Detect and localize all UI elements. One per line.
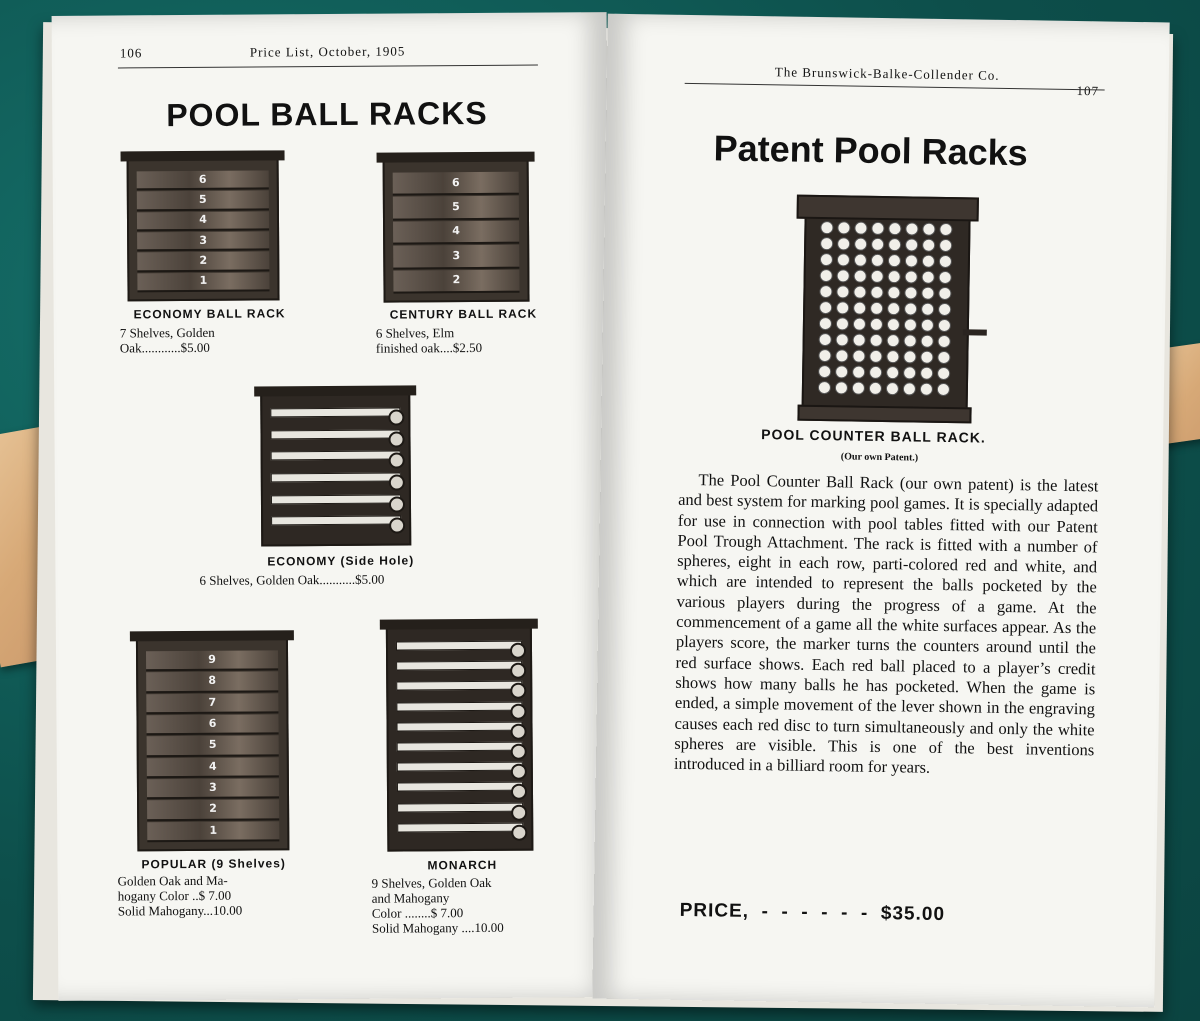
- counter-sphere: [920, 351, 933, 364]
- counter-sphere: [939, 271, 952, 284]
- rack-shelf: [146, 672, 278, 693]
- counter-sphere: [820, 253, 833, 266]
- page-title: Patent Pool Racks: [713, 127, 1029, 174]
- rack-shelf: [271, 494, 401, 504]
- counter-sphere: [854, 270, 867, 283]
- counter-sphere: [887, 286, 900, 299]
- product-caption: POOL COUNTER BALL RACK.: [761, 426, 987, 446]
- running-head: The Brunswick-Balke-Collender Co.: [774, 64, 1000, 83]
- monarch-rack-image: [386, 625, 534, 852]
- shelf-number: 4: [199, 213, 207, 227]
- side-hole: [511, 824, 527, 840]
- counter-sphere: [852, 350, 865, 363]
- counter-sphere: [820, 269, 833, 282]
- counter-sphere: [852, 366, 865, 379]
- counter-sphere: [937, 367, 950, 380]
- counter-sphere: [869, 366, 882, 379]
- counter-sphere: [939, 239, 952, 252]
- header-rule: [685, 83, 1105, 91]
- counter-sphere: [819, 317, 832, 330]
- century-ball-rack-image: [383, 158, 530, 303]
- item-caption: ECONOMY BALL RACK: [133, 306, 286, 322]
- pool-counter-ball-rack-image: [802, 205, 971, 412]
- shelf-number: 3: [209, 780, 217, 795]
- rack-shelf: [396, 641, 522, 651]
- side-hole: [389, 496, 405, 512]
- shelf-number: 3: [452, 248, 461, 263]
- counter-sphere: [837, 269, 850, 282]
- rack-shelf: [147, 800, 279, 821]
- counter-sphere: [905, 222, 918, 235]
- shelf-number: 6: [198, 172, 207, 186]
- rack-shelf: [137, 231, 269, 251]
- counter-sphere: [871, 238, 884, 251]
- side-hole: [389, 518, 405, 534]
- counter-sphere: [905, 270, 918, 283]
- rack-shelf: [270, 429, 400, 439]
- running-head: Price List, October, 1905: [249, 43, 406, 60]
- counter-sphere: [920, 383, 933, 396]
- counter-sphere: [835, 365, 848, 378]
- counter-sphere: [905, 238, 918, 251]
- side-hole: [510, 703, 526, 719]
- shelf-number: 4: [208, 759, 217, 773]
- counter-sphere: [854, 254, 867, 267]
- counter-sphere: [818, 365, 831, 378]
- rack-shelf: [147, 821, 279, 842]
- shelf-number: 2: [452, 273, 461, 287]
- shelf-number: 3: [199, 233, 208, 247]
- shelf-number: 2: [209, 802, 217, 816]
- page-number: 107: [1076, 83, 1100, 99]
- rack-shelf: [397, 782, 523, 792]
- counter-sphere: [888, 238, 901, 251]
- rack-shelf: [393, 196, 519, 220]
- counter-sphere: [921, 335, 934, 348]
- rack-shelf: [137, 252, 269, 272]
- counter-sphere: [888, 270, 901, 283]
- description-paragraph: The Pool Counter Ball Rack (our own patent) is the latest and best system for marking pool games. It is specially adapted for use in connection with pool tables fitted with our Patent Pool Trough Attachment. The rack is fitted with a number of spheres, eight in each row, parti-colored red and white, and which are intended to represent the balls pocketed by the various players during the progress of a game. At the commencement of a game all the white surfaces appear. As the players score, the marker turns the counters around until the red surface shows. Each red ball placed to a player’s credit shows how many balls he has pocketed. When the game is ended, a simple movement of the lever shown in the engraving causes each red disc to turn simultaneously and only the white spheres are visible. This is one of the best inventions introduced in a billiard room for years.: [673, 470, 1099, 777]
- counter-sphere: [836, 301, 849, 314]
- counter-sphere: [922, 255, 935, 268]
- shelf-number: 5: [452, 200, 460, 214]
- counter-sphere: [871, 222, 884, 235]
- counter-sphere: [835, 349, 848, 362]
- counter-sphere: [871, 254, 884, 267]
- counter-sphere: [870, 302, 883, 315]
- rack-shelf: [393, 172, 519, 196]
- rack-shelf: [396, 661, 522, 671]
- rack-shelf: [393, 269, 519, 293]
- counter-sphere: [921, 319, 934, 332]
- counter-sphere: [938, 319, 951, 332]
- counter-sphere: [886, 366, 899, 379]
- counter-sphere: [837, 221, 850, 234]
- item-description: 6 Shelves, Elm finished oak....$2.50: [375, 325, 483, 356]
- side-hole: [511, 804, 527, 820]
- counter-sphere: [939, 255, 952, 268]
- side-hole: [389, 453, 405, 469]
- page-title: POOL BALL RACKS: [166, 94, 488, 134]
- counter-sphere: [922, 223, 935, 236]
- rack-shelf: [397, 721, 523, 731]
- shelf-number: 1: [199, 274, 208, 288]
- counter-sphere: [920, 367, 933, 380]
- item-description: Golden Oak and Ma- hogany Color ..$ 7.00 Solid Mahogany...10.00: [117, 872, 243, 919]
- item-description: 7 Shelves, Golden Oak............$5.00: [119, 324, 215, 356]
- rack-shelf: [393, 245, 519, 269]
- shelf-number: 6: [451, 175, 460, 189]
- counter-sphere: [887, 334, 900, 347]
- rack-shelf: [137, 170, 269, 190]
- counter-sphere: [818, 349, 831, 362]
- item-caption: CENTURY BALL RACK: [389, 306, 538, 322]
- counter-sphere: [903, 366, 916, 379]
- counter-sphere: [819, 285, 832, 298]
- counter-sphere: [837, 237, 850, 250]
- counter-sphere: [939, 223, 952, 236]
- counter-sphere: [921, 287, 934, 300]
- counter-sphere: [836, 317, 849, 330]
- shelf-number: 1: [209, 823, 218, 837]
- rack-shelf: [146, 714, 278, 735]
- counter-sphere: [819, 301, 832, 314]
- rack-shelf: [146, 693, 278, 714]
- item-description: 6 Shelves, Golden Oak...........$5.00: [199, 571, 385, 588]
- item-caption: MONARCH: [427, 857, 498, 873]
- rack-shelf: [397, 822, 523, 832]
- shelf-number: 8: [208, 674, 217, 688]
- counter-sphere: [820, 221, 833, 234]
- rack-shelf: [397, 742, 523, 752]
- price-line: PRICE, - - - - - - $35.00: [679, 899, 946, 926]
- shelf-number: 6: [208, 716, 217, 731]
- counter-sphere: [903, 350, 916, 363]
- counter-sphere: [904, 302, 917, 315]
- counter-sphere: [869, 382, 882, 395]
- shelf-number: 2: [199, 253, 208, 267]
- economy-ball-rack-image: [127, 156, 280, 301]
- rack-shelf: [147, 736, 279, 757]
- rack-shelf: [137, 191, 269, 211]
- counter-sphere: [871, 270, 884, 283]
- side-hole: [511, 784, 527, 800]
- popular-rack-image: [136, 636, 289, 851]
- counter-sphere: [836, 285, 849, 298]
- item-caption: POPULAR (9 Shelves): [141, 856, 286, 872]
- header-rule: [118, 65, 538, 69]
- item-description: 9 Shelves, Golden Oak and Mahogany Color ........$ 7.00 Solid Mahogany ....10.00: [371, 874, 504, 936]
- rack-shelf: [271, 451, 401, 461]
- side-hole: [388, 431, 404, 447]
- counter-sphere: [937, 383, 950, 396]
- counter-sphere: [870, 334, 883, 347]
- shelf-number: 4: [452, 224, 460, 238]
- shelf-number: 5: [208, 738, 217, 752]
- side-hole: [511, 744, 527, 760]
- counter-sphere: [937, 351, 950, 364]
- counter-sphere: [938, 287, 951, 300]
- counter-sphere: [886, 382, 899, 395]
- counter-sphere: [853, 318, 866, 331]
- side-hole: [510, 643, 526, 659]
- counter-sphere: [903, 382, 916, 395]
- counter-sphere: [904, 286, 917, 299]
- rack-shelf: [396, 681, 522, 691]
- counter-sphere: [922, 271, 935, 284]
- side-hole: [511, 723, 527, 739]
- rack-shelf: [271, 473, 401, 483]
- right-page: [592, 14, 1169, 1008]
- rack-shelf: [393, 220, 519, 244]
- counter-sphere: [887, 318, 900, 331]
- side-hole: [510, 663, 526, 679]
- rack-shelf: [137, 211, 269, 231]
- product-subcaption: (Our own Patent.): [840, 451, 919, 464]
- economy-side-hole-rack-image: [260, 391, 411, 546]
- counter-sphere: [870, 286, 883, 299]
- counter-sphere: [904, 334, 917, 347]
- rack-shelf: [270, 408, 400, 418]
- counter-sphere: [820, 237, 833, 250]
- rack-shelf: [396, 701, 522, 711]
- counter-sphere: [853, 334, 866, 347]
- rack-shelf: [397, 802, 523, 812]
- counter-sphere: [870, 318, 883, 331]
- side-hole: [388, 409, 404, 425]
- shelf-number: 5: [198, 192, 207, 206]
- counter-sphere: [938, 303, 951, 316]
- rack-shelf: [271, 516, 401, 526]
- counter-sphere: [854, 238, 867, 251]
- rack-shelf: [146, 650, 278, 671]
- side-hole: [511, 764, 527, 780]
- rack-shelf: [397, 762, 523, 772]
- rack-shelf: [147, 778, 279, 799]
- counter-sphere: [853, 286, 866, 299]
- shelf-number: 7: [208, 695, 217, 709]
- counter-sphere: [922, 239, 935, 252]
- counter-sphere: [835, 381, 848, 394]
- counter-sphere: [853, 302, 866, 315]
- counter-sphere: [921, 303, 934, 316]
- rack-shelf: [147, 757, 279, 778]
- counter-sphere: [905, 254, 918, 267]
- item-caption: ECONOMY (Side Hole): [267, 553, 415, 569]
- counter-sphere: [819, 333, 832, 346]
- page-number: 106: [119, 45, 143, 61]
- counter-sphere: [938, 335, 951, 348]
- counter-sphere: [852, 382, 865, 395]
- counter-sphere: [869, 350, 882, 363]
- rack-shelf: [137, 272, 269, 292]
- shelf-number: 9: [208, 652, 216, 667]
- counter-sphere: [837, 253, 850, 266]
- counter-sphere: [836, 333, 849, 346]
- side-hole: [510, 683, 526, 699]
- counter-sphere: [854, 222, 867, 235]
- counter-sphere: [818, 381, 831, 394]
- side-hole: [389, 474, 405, 490]
- counter-sphere: [888, 254, 901, 267]
- counter-sphere: [904, 318, 917, 331]
- left-page: [52, 12, 614, 1001]
- counter-sphere: [888, 222, 901, 235]
- counter-sphere: [886, 350, 899, 363]
- counter-sphere: [887, 302, 900, 315]
